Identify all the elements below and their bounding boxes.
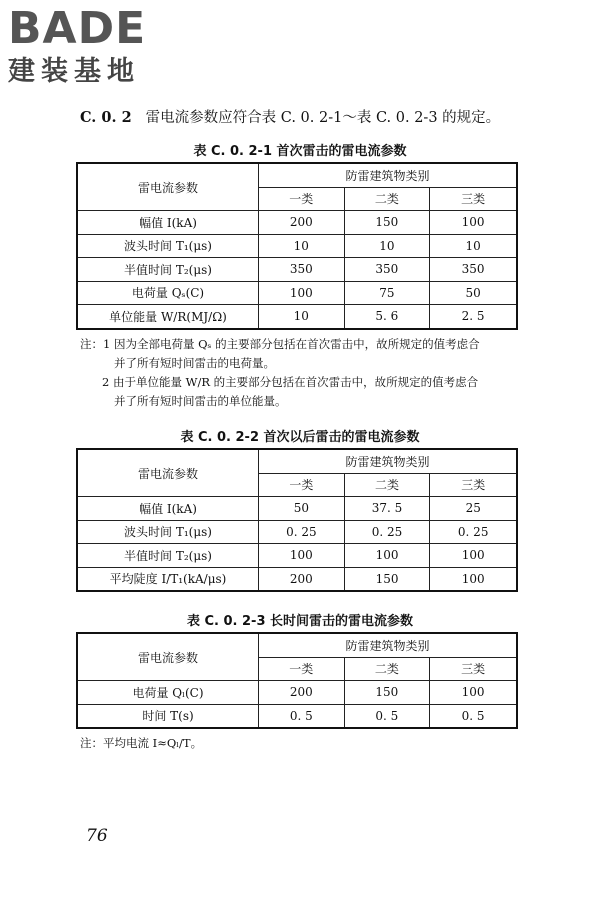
cell: 100 (259, 281, 345, 305)
cell: 0. 5 (259, 704, 345, 728)
row-label: 单位能量 W/R(MJ/Ω) (77, 305, 259, 329)
table1-param-header: 雷电流参数 (77, 163, 259, 211)
cell: 150 (344, 211, 430, 235)
cell: 150 (344, 567, 430, 591)
row-label: 幅值 I(kA) (77, 497, 259, 521)
logo-brand: BADE (8, 3, 147, 54)
logo-subtitle: 建装基地 (8, 56, 140, 87)
table3 (76, 632, 518, 729)
row-label: 平均陡度 I/T₁(kA/μs) (77, 567, 259, 591)
page-number: 76 (86, 826, 108, 846)
table2-caption: 表 C. 0. 2-2 首次以后雷击的雷电流参数 (180, 430, 420, 445)
cell: 100 (344, 544, 430, 568)
table1-group-header: 防雷建筑物类别 (259, 163, 518, 187)
cell: 37. 5 (344, 497, 430, 521)
table3-class: 三类 (430, 657, 517, 681)
cell: 10 (430, 234, 517, 258)
cell: 100 (430, 567, 517, 591)
cell: 50 (259, 497, 345, 521)
cell: 100 (259, 544, 345, 568)
table-row (77, 704, 517, 728)
table2-group-header: 防雷建筑物类别 (259, 449, 518, 473)
cell: 5. 6 (344, 305, 430, 329)
table-row (77, 544, 517, 568)
table1-class: 一类 (259, 187, 345, 211)
row-label: 电荷量 Qₗ(C) (77, 681, 259, 705)
cell: 200 (259, 681, 345, 705)
cell: 350 (259, 258, 345, 282)
table3-note: 注：平均电流 I≈Qₗ/T。 (80, 736, 203, 750)
table-row (77, 520, 517, 544)
cell: 150 (344, 681, 430, 705)
table3-class: 一类 (259, 657, 345, 681)
note-1: 注：1 因为全部电荷量 Qₛ 的主要部分包括在首次雷击中，故所规定的值考虑合 (80, 337, 480, 351)
table3-param-header: 雷电流参数 (77, 633, 259, 681)
cell: 350 (344, 258, 430, 282)
clause-number: C. 0. 2 (80, 109, 132, 126)
table-row (77, 567, 517, 591)
row-label: 电荷量 Qₛ(C) (77, 281, 259, 305)
table3-class: 二类 (344, 657, 430, 681)
cell: 200 (259, 567, 345, 591)
cell: 100 (430, 211, 517, 235)
row-label: 波头时间 T₁(μs) (77, 234, 259, 258)
table-row (77, 258, 517, 282)
cell: 200 (259, 211, 345, 235)
cell: 0. 5 (344, 704, 430, 728)
table-row (77, 681, 517, 705)
brand-logo (8, 3, 178, 88)
cell: 10 (259, 234, 345, 258)
table3-caption: 表 C. 0. 2-3 长时间雷击的雷电流参数 (186, 614, 414, 629)
table-row (77, 305, 517, 329)
table1 (76, 162, 518, 330)
clause-paragraph (80, 106, 500, 127)
table2-class: 一类 (259, 473, 345, 497)
table-row (77, 234, 517, 258)
cell: 0. 25 (344, 520, 430, 544)
table1-class: 三类 (430, 187, 517, 211)
table-row (77, 281, 517, 305)
cell: 10 (344, 234, 430, 258)
table-row (77, 211, 517, 235)
note-2-cont: 并了所有短时间雷击的单位能量。 (114, 394, 287, 408)
table1-notes (80, 335, 480, 411)
clause-text: 雷电流参数应符合表 C. 0. 2-1～表 C. 0. 2-3 的规定。 (145, 110, 501, 126)
table2-class: 二类 (344, 473, 430, 497)
cell: 2. 5 (430, 305, 517, 329)
cell: 25 (430, 497, 517, 521)
row-label: 幅值 I(kA) (77, 211, 259, 235)
row-label: 波头时间 T₁(μs) (77, 520, 259, 544)
note-1-cont: 并了所有短时间雷击的电荷量。 (114, 356, 275, 370)
cell: 50 (430, 281, 517, 305)
table2-param-header: 雷电流参数 (77, 449, 259, 497)
table-row (77, 497, 517, 521)
row-label: 时间 T(s) (77, 704, 259, 728)
cell: 0. 25 (430, 520, 517, 544)
cell: 10 (259, 305, 345, 329)
cell: 0. 25 (259, 520, 345, 544)
table3-group-header: 防雷建筑物类别 (259, 633, 518, 657)
row-label: 半值时间 T₂(μs) (77, 258, 259, 282)
cell: 0. 5 (430, 704, 517, 728)
row-label: 半值时间 T₂(μs) (77, 544, 259, 568)
cell: 75 (344, 281, 430, 305)
table2-class: 三类 (430, 473, 517, 497)
note-2: 2 由于单位能量 W/R 的主要部分包括在首次雷击中，故所规定的值考虑合 (102, 375, 479, 389)
table1-class: 二类 (344, 187, 430, 211)
cell: 350 (430, 258, 517, 282)
table2 (76, 448, 518, 592)
table1-caption: 表 C. 0. 2-1 首次雷击的雷电流参数 (193, 144, 407, 159)
cell: 100 (430, 681, 517, 705)
cell: 100 (430, 544, 517, 568)
